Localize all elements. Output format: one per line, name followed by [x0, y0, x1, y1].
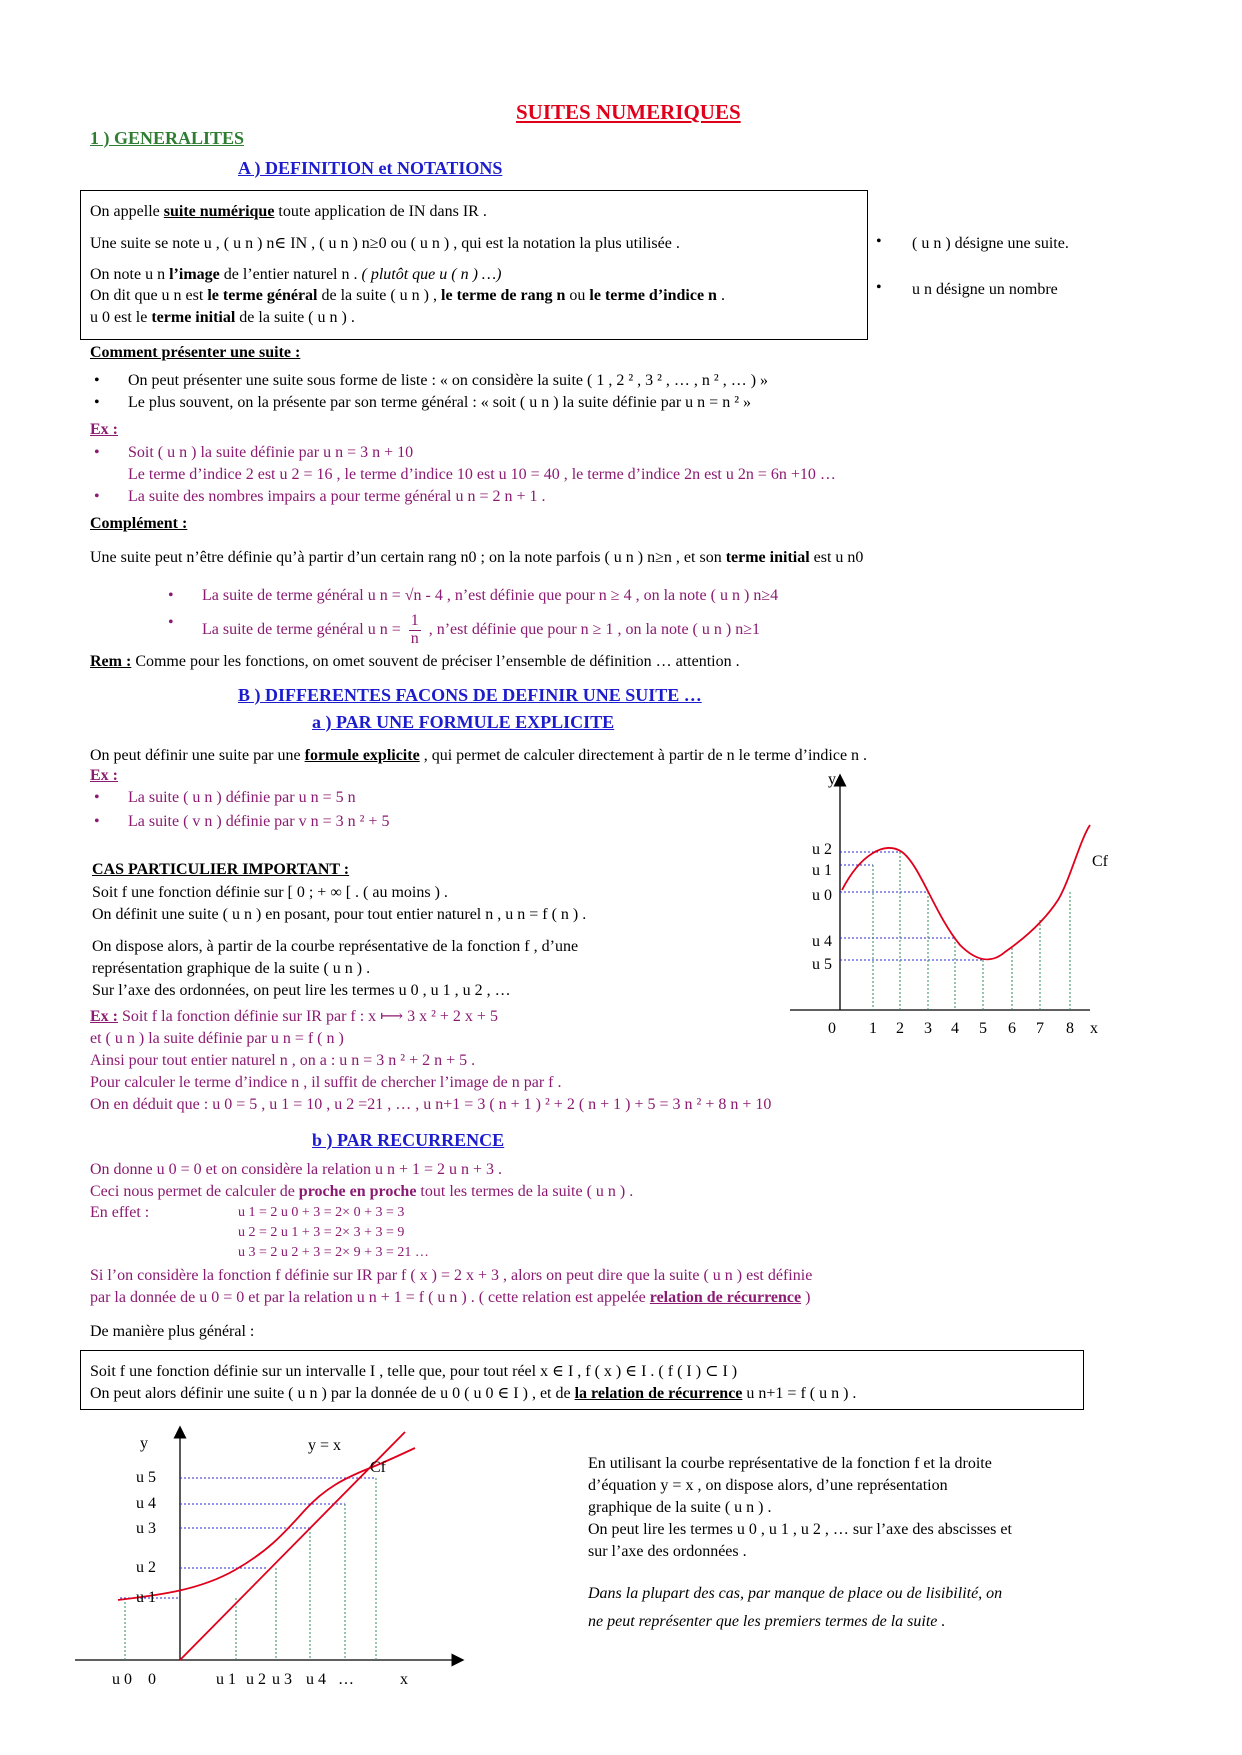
right-line-7: ne peut représenter que les premiers termes de la suite . — [588, 1613, 946, 1630]
def-line-4: On dit que u n est le terme général de la suite ( u n ) , le terme de rang n ou le terme d’indice n . — [90, 287, 725, 304]
cas-line-1: Soit f une fonction définie sur [ 0 ; + ∞ [ . ( au moins ) . — [92, 884, 448, 901]
def-line-1: On appelle suite numérique toute application de IN dans IR . — [90, 203, 487, 220]
remark: Rem : Comme pour les fonctions, on omet souvent de préciser l’ensemble de définition … attention . — [90, 653, 740, 670]
rec-calc-3: u 3 = 2 u 2 + 3 = 2× 9 + 3 = 21 … — [238, 1245, 429, 1260]
graph2-ylabel-u1: u 1 — [136, 1589, 156, 1606]
right-line-6: Dans la plupart des cas, par manque de place ou de lisibilité, on — [588, 1585, 1003, 1602]
graph1-xlabel-5: 5 — [979, 1020, 987, 1037]
right-line-4: On peut lire les termes u 0 , u 1 , u 2 , … sur l’axe des abscisses et — [588, 1521, 1012, 1538]
rec-calc-2: u 2 = 2 u 1 + 3 = 2× 3 + 3 = 9 — [238, 1225, 405, 1240]
graph2-ylabel-u2: u 2 — [136, 1559, 156, 1576]
graph-explicit — [790, 760, 1150, 1060]
ex-explicit-heading: Ex : — [90, 767, 118, 784]
graph2-ylabel-u5: u 5 — [136, 1469, 156, 1486]
right-line-3: graphique de la suite ( u n ) . — [588, 1499, 772, 1516]
rec-line-5: par la donnée de u 0 = 0 et par la relation u n + 1 = f ( u n ) . ( cette relation est appelée relation de récurrence ) — [90, 1289, 811, 1306]
graph2-yx-label: y = x — [308, 1437, 342, 1454]
rec-box-line-2: On peut alors définir une suite ( u n ) par la donnée de u 0 ( u 0 ∈ I ) , et de la relation de récurrence u n+1 = f ( u n ) . — [90, 1385, 857, 1402]
rec-line-1: On donne u 0 = 0 et on considère la relation u n + 1 = 2 u n + 3 . — [90, 1161, 503, 1178]
graph1-x-label: x — [1090, 1020, 1098, 1037]
graph1-xlabel-7: 7 — [1036, 1020, 1044, 1037]
graph1-y-label: y — [828, 771, 836, 788]
side-note-suite: ( u n ) désigne une suite. — [912, 235, 1069, 252]
frac-denominator: n — [410, 629, 419, 647]
present-bullet-2: • Le plus souvent, on la présente par son terme général : « soit ( u n ) la suite définie par u n = n ² » — [128, 393, 751, 412]
right-line-5: sur l’axe des ordonnées . — [588, 1543, 747, 1560]
cas-line-4: représentation graphique de la suite ( u n ) . — [92, 960, 371, 977]
side-bullet-2: • — [876, 279, 882, 296]
page-title: SUITES NUMERIQUES — [516, 100, 741, 124]
def-line-5: u 0 est le terme initial de la suite ( u n ) . — [90, 309, 355, 326]
rec-calc-1: u 1 = 2 u 0 + 3 = 2× 0 + 3 = 3 — [238, 1205, 405, 1220]
graph2-xlabel-ellipsis: … — [338, 1671, 354, 1688]
def-line-2: Une suite se note u , ( u n ) n∈ IN , ( u n ) n≥0 ou ( u n ) , qui est la notation la plus utilisée . — [90, 235, 680, 252]
graph1-origin: 0 — [828, 1020, 836, 1037]
complement-heading: Complément : — [90, 515, 188, 532]
ex-explicit-bullet-1: • La suite ( u n ) définie par u n = 5 n — [128, 788, 356, 807]
graph1-ylabel-u2: u 2 — [812, 841, 832, 858]
graph1-cf-label: Cf — [1092, 853, 1108, 870]
cas-line-5: Sur l’axe des ordonnées, on peut lire les termes u 0 , u 1 , u 2 , … — [92, 982, 511, 999]
side-bullet-1: • — [876, 233, 882, 250]
graph1-curve-cf — [842, 825, 1090, 959]
section-recurrence: b ) PAR RECURRENCE — [312, 1130, 505, 1150]
graph1-ylabel-u5: u 5 — [812, 956, 832, 973]
right-line-1: En utilisant la courbe représentative de la fonction f et la droite — [588, 1455, 992, 1472]
section-definition: A ) DEFINITION et NOTATIONS — [238, 158, 503, 178]
side-note-nombre: u n désigne un nombre — [912, 281, 1058, 298]
graph1-ylabel-u1: u 1 — [812, 862, 832, 879]
ex2-line-2: et ( u n ) la suite définie par u n = f ( n ) — [90, 1030, 344, 1047]
graph2-cf-label: Cf — [370, 1459, 386, 1476]
ex1-heading: Ex : — [90, 421, 118, 438]
complement-line: Une suite peut n’être définie qu’à partir d’un certain rang n0 ; on la note parfois ( u n ) n≥n , et son terme initial est u n0 — [90, 549, 864, 566]
graph-recurrence — [70, 1420, 490, 1700]
graph1-ylabel-u0: u 0 — [812, 887, 832, 904]
section-facons: B ) DIFFERENTES FACONS DE DEFINIR UNE SUITE … — [238, 685, 702, 705]
ex1-line-2: Le terme d’indice 2 est u 2 = 16 , le terme d’indice 10 est u 10 = 40 , le terme d’indice 2n est u 2n = 6n +10 … — [128, 466, 836, 483]
graph1-xlabel-3: 3 — [924, 1020, 932, 1037]
graph1-xlabel-6: 6 — [1008, 1020, 1016, 1037]
section-generalites: 1 ) GENERALITES — [90, 128, 245, 148]
graph2-origin: 0 — [148, 1671, 156, 1688]
present-heading: Comment présenter une suite : — [90, 344, 301, 361]
explicit-line: On peut définir une suite par une formule explicite , qui permet de calculer directement à partir de n le terme d’indice n . — [90, 747, 868, 764]
graph2-xlabel-u2: u 2 — [246, 1671, 266, 1688]
rec-en-effet: En effet : — [90, 1204, 150, 1221]
ex2-line-3: Ainsi pour tout entier naturel n , on a : u n = 3 n ² + 2 n + 5 . — [90, 1052, 476, 1069]
cas-line-3: On dispose alors, à partir de la courbe représentative de la fonction f , d’une — [92, 938, 579, 955]
graph2-ylabel-u4: u 4 — [136, 1495, 156, 1512]
graph2-xlabel-u1: u 1 — [216, 1671, 236, 1688]
ex2-line-1: Ex : Soit f la fonction définie sur IR par f : x ⟼ 3 x ² + 2 x + 5 — [90, 1008, 498, 1025]
graph1-xlabel-8: 8 — [1066, 1020, 1074, 1037]
complement-bullet-1: • La suite de terme général u n = √n - 4 , n’est définie que pour n ≥ 4 , on la note ( u n ) n≥4 — [202, 586, 778, 605]
ex1-bullet-2: • La suite des nombres impairs a pour terme général u n = 2 n + 1 . — [128, 487, 546, 506]
graph2-y-label: y — [140, 1435, 148, 1452]
graph1-ylabel-u4: u 4 — [812, 933, 832, 950]
ex-explicit-bullet-2: • La suite ( v n ) définie par v n = 3 n ² + 5 — [128, 812, 389, 831]
rec-general: De manière plus général : — [90, 1323, 255, 1340]
complement-bullet-2: • La suite de terme général u n = $\frac{1}{n}$ , n’est définie que pour n ≥ 1 , on la note ( u n ) n≥1 — [202, 613, 760, 648]
graph2-xlabel-u0: u 0 — [112, 1671, 132, 1688]
def-line-3: On note u n l’image de l’entier naturel n . ( plutôt que u ( n ) …) — [90, 266, 502, 283]
section-explicite: a ) PAR UNE FORMULE EXPLICITE — [312, 712, 615, 732]
graph2-xlabel-u3: u 3 — [272, 1671, 292, 1688]
cas-heading: CAS PARTICULIER IMPORTANT : — [92, 861, 350, 878]
rec-line-2: Ceci nous permet de calculer de proche en proche tout les termes de la suite ( u n ) . — [90, 1183, 634, 1200]
frac-numerator: 1 — [410, 612, 419, 629]
graph2-x-label: x — [400, 1671, 408, 1688]
graph1-xlabel-4: 4 — [951, 1020, 959, 1037]
right-line-2: d’équation y = x , on dispose alors, d’une représentation — [588, 1477, 948, 1494]
present-bullet-1: • On peut présenter une suite sous forme de liste : « on considère la suite ( 1 , 2 ² , 3 ² , … , n ² , … ) » — [128, 371, 768, 390]
rec-line-4: Si l’on considère la fonction f définie sur IR par f ( x ) = 2 x + 3 , alors on peut dire que la suite ( u n ) est définie — [90, 1267, 813, 1284]
graph1-xlabel-1: 1 — [869, 1020, 877, 1037]
ex2-line-4: Pour calculer le terme d’indice n , il suffit de chercher l’image de n par f . — [90, 1074, 562, 1091]
graph1-xlabel-2: 2 — [896, 1020, 904, 1037]
ex2-line-5: On en déduit que : u 0 = 5 , u 1 = 10 , u 2 =21 , … , u n+1 = 3 ( n + 1 ) ² + 2 ( n + 1 ) + 5 = 3 n ² + 8 n + 10 — [90, 1096, 772, 1113]
graph2-ylabel-u3: u 3 — [136, 1520, 156, 1537]
rec-box-line-1: Soit f une fonction définie sur un intervalle I , telle que, pour tout réel x ∈ I , f ( x ) ∈ I . ( f ( I ) ⊂ I ) — [90, 1363, 738, 1380]
cas-line-2: On définit une suite ( u n ) en posant, pour tout entier naturel n , u n = f ( n ) . — [92, 906, 587, 923]
graph2-xlabel-u4: u 4 — [306, 1671, 326, 1688]
ex1-bullet-1: • Soit ( u n ) la suite définie par u n = 3 n + 10 — [128, 443, 413, 462]
